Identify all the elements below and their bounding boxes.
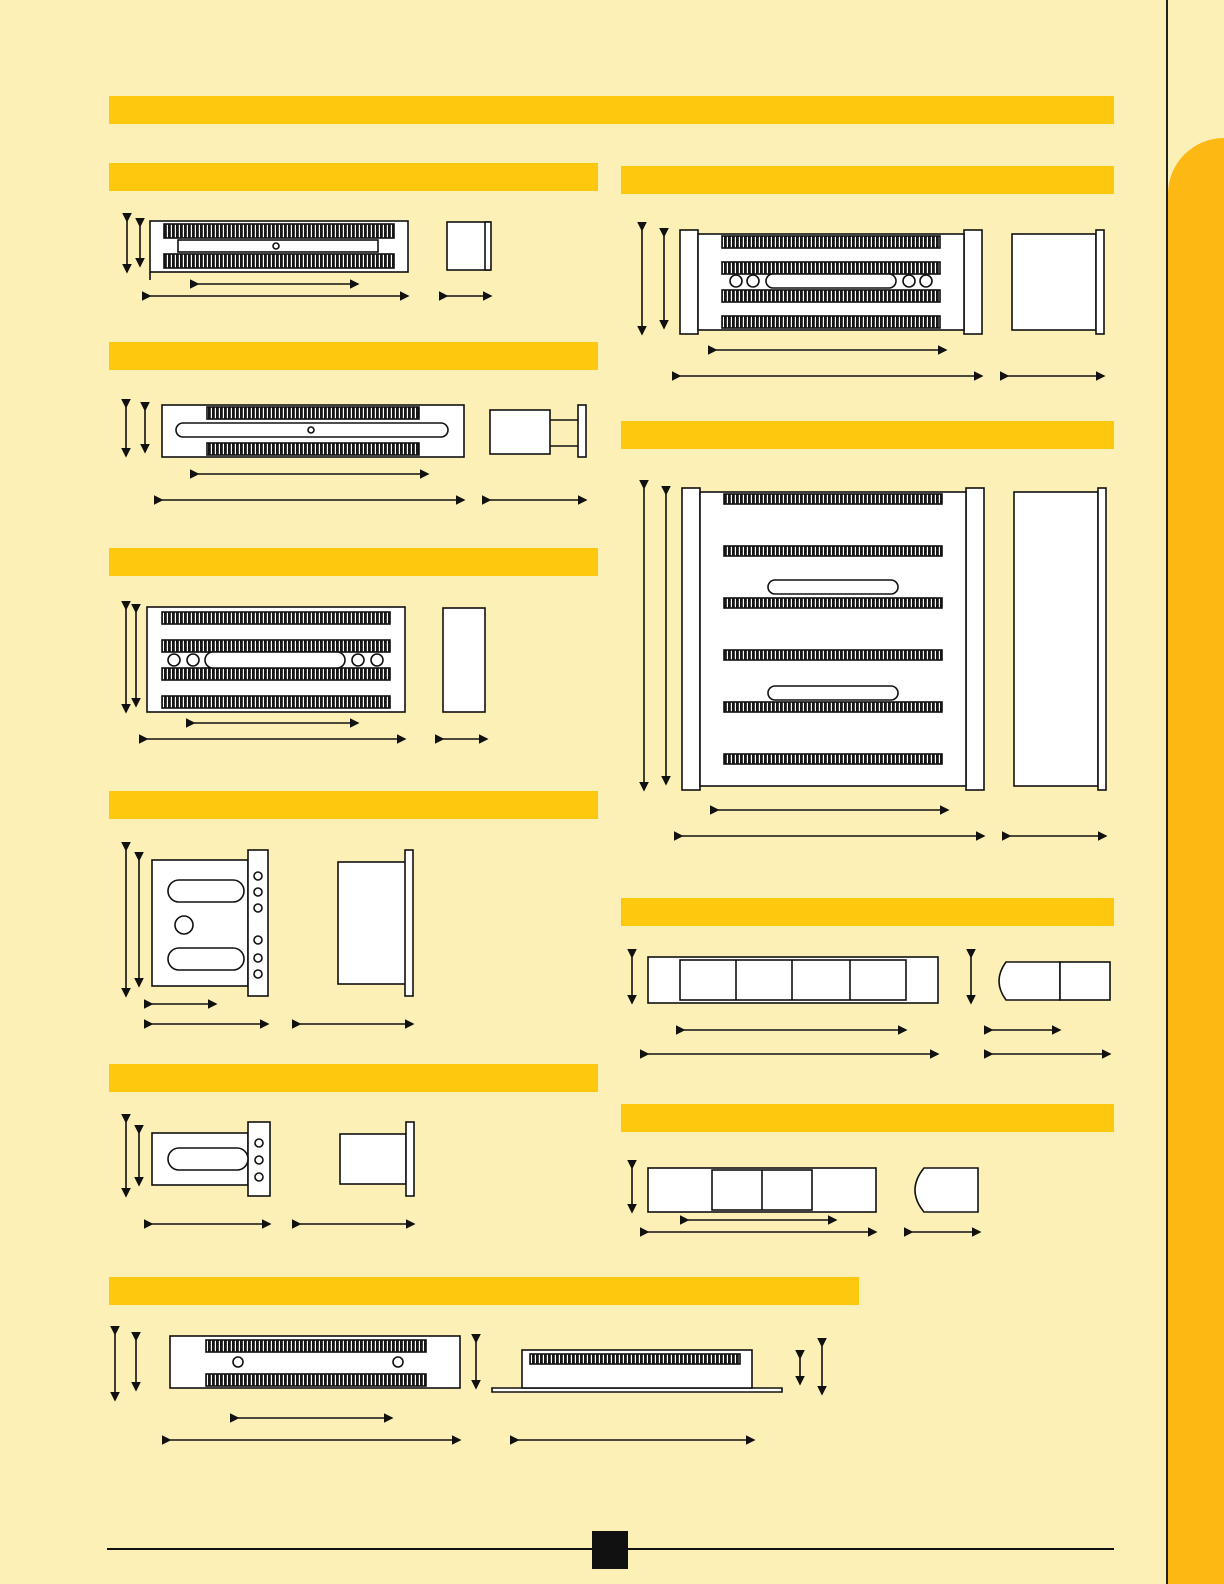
block-drawing-3: [126, 607, 487, 739]
page-number-box: [592, 1531, 628, 1569]
block-drawing-1: [127, 221, 491, 296]
block-drawing-5: [126, 1122, 414, 1224]
block-drawing-7: [644, 488, 1106, 836]
block-drawing-2: [126, 405, 586, 500]
block-drawing-6: [642, 230, 1104, 376]
block-drawing-4: [126, 850, 413, 1024]
block-drawing-9: [632, 1168, 980, 1232]
block-drawing-10: [115, 1334, 822, 1440]
block-drawing-8: [632, 957, 1110, 1054]
